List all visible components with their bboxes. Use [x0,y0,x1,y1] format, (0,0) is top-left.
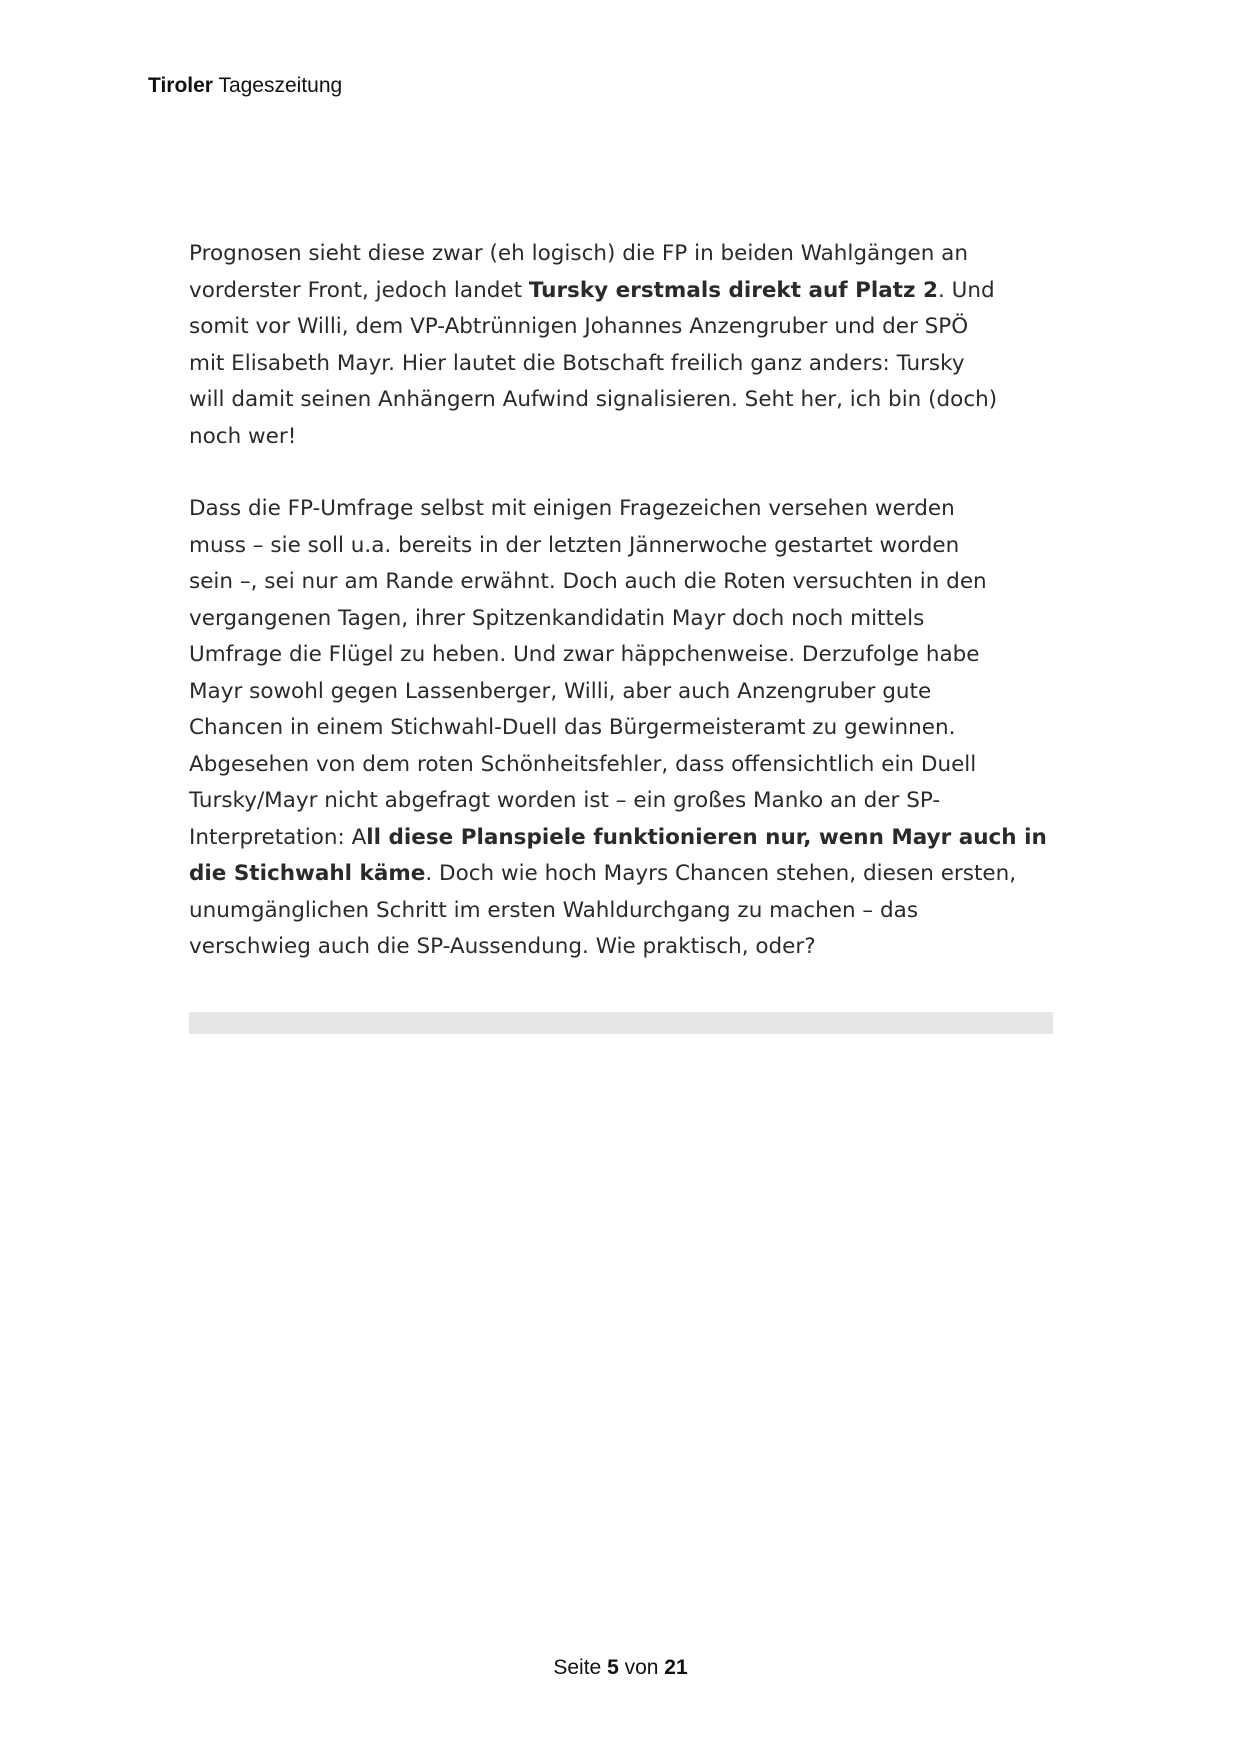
article-paragraph-1 [189,236,1059,455]
brand-name-bold: Tiroler [148,74,213,97]
paragraph-2-highlight: ll diese Planspiele funktionieren nur, wenn Mayr auch in die Stichwahl käme [189,824,1047,886]
page-separator: von [624,1656,659,1679]
separator-bar [189,1012,1053,1034]
paragraph-1-text-a: Prognosen sieht diese zwar (eh logisch) die FP in beiden Wahlgängen an vorderster Front, jedoch landet [189,241,968,303]
paragraph-2-text-c: . Doch wie hoch Mayrs Chancen stehen, diesen ersten, unumgänglichen Schritt im ersten Wahldurchgang zu machen – das verschwieg auch die SP-Aussendung. Wie praktisch, oder? [189,861,1017,959]
newspaper-header [148,74,342,98]
article-body [189,236,1059,966]
page-label: Seite [553,1656,602,1679]
article-paragraph-2 [189,491,1059,966]
paragraph-2-text-a: Dass die FP-Umfrage selbst mit einigen Fragezeichen versehen werden muss – sie soll u.a. bereits in der letzten Jännerwoche gestartet worden sein –, sei nur am Rande erwähnt. Doch auch die Roten versuchten in den vergangenen Tagen, ihrer Spitzenkandidatin Mayr doch noch mittels Umfrage die Flügel zu heben. Und zwar häppchenweise. Derzufolge habe Mayr sowohl gegen Lassenberger, Willi, aber auch Anzengruber gute Chancen in einem Stichwahl-Duell das Bürgermeisteramt zu gewinnen. Abgesehen von dem roten Schönheitsfehler, dass offensichtlich ein Duell Tursky/Mayr nicht abgefragt worden ist – ein großes Manko an der SP- Interpretation: A [189,496,987,850]
total-pages-number: 21 [664,1656,688,1679]
brand-name-regular: Tageszeitung [218,74,343,97]
page-footer [0,1656,1241,1680]
paragraph-1-highlight: Tursky erstmals direkt auf Platz 2 [528,277,939,303]
paragraph-1-text-c: . Und somit vor Willi, dem VP-Abtrünnigen Johannes Anzengruber und der SPÖ mit Elisabeth Mayr. Hier lautet die Botschaft freilich ganz anders: Tursky will damit seinen Anhängern Aufwind signalisieren. Seht her, ich bin (doch) noch wer! [189,277,998,449]
current-page-number: 5 [607,1656,619,1679]
